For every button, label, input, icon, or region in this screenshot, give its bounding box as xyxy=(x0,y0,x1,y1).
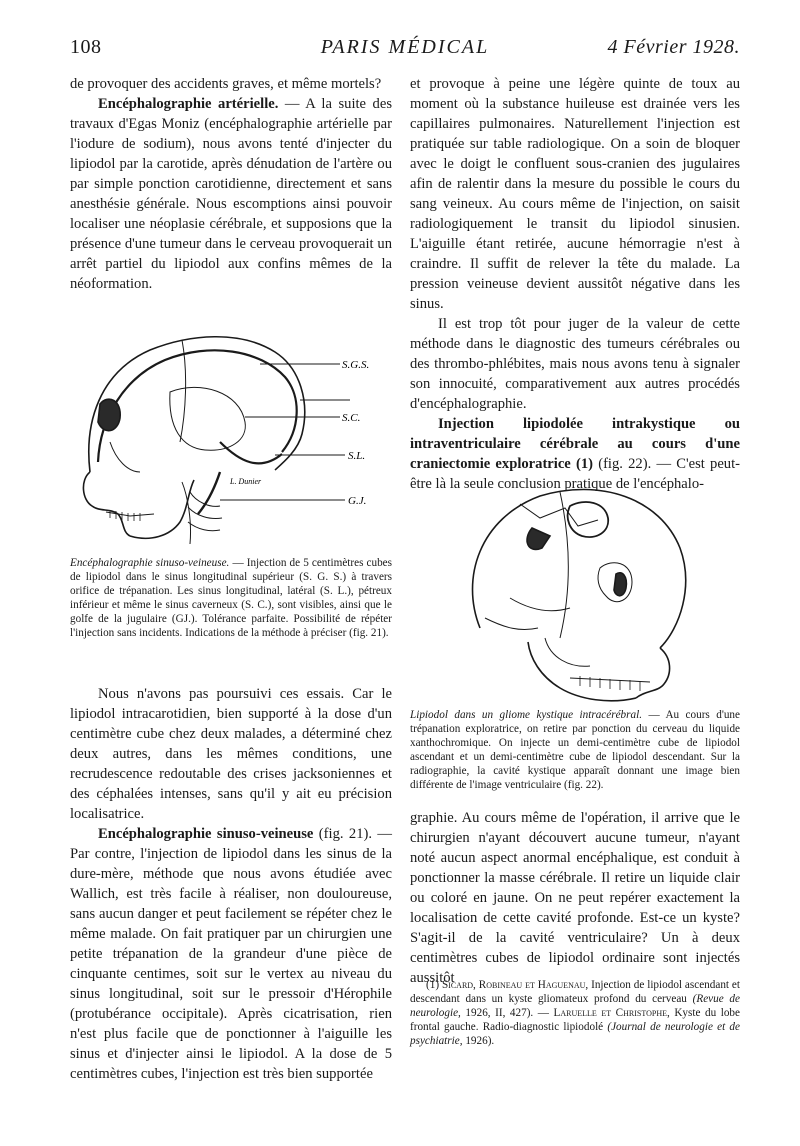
figure2-caption xyxy=(410,708,740,792)
section-heading: Encéphalographie sinuso-veineuse xyxy=(98,826,314,842)
paragraph: Nous n'avons pas poursuivi ces essais. Car le lipiodol intracarotidien, bien supporté à la dose d'un centimètre cube chez deux malades, a déterminé chez deux autres, dans les mêmes conditions, une recrudescence redoutable des crises jacksoniennes et des céphalées intenses, sans qu'il y ait eu précision localisatrice. xyxy=(70,686,392,822)
paragraph: graphie. Au cours même de l'opération, il arrive que le chirurgien n'ayant découvert aucune tumeur, n'ayant noté aucun aspect anormal encéphalique, est conduit à ponctionner la masse cérébrale. Il retire un liquide clair ou coloré en jaune. On ne peut repérer exactement la localisation de cette cavité profonde. Est-ce un kyste? S'agit-il de la cavité ventriculaire? Un à deux centimètres cubes de lipiodol ordinaire sont injectés aussitôt xyxy=(410,810,740,986)
paragraph: et provoque à peine une légère quinte de toux au moment où la substance huileuse est drainée vers les capillaires pulmonaires. Naturellement l'injection est pratiquée sur table radiologique. On a soin de bloquer avec le doigt le confluent sous-cranien des jugulaires afin de ralentir dans la mesure du possible le cours du sang veineux. Au cours même de l'injection, on saisit radiologiquement le transit du lipiodol sinusien. L'aiguille étant retirée, aucune hémorragie n'est à craindre. Il suffit de relever la tête du malade. La pression veineuse devient aussitôt négative dans les sinus. xyxy=(410,76,740,312)
footnote-text: Injection de lipiodol ascendant et descendant dans un kyste gliomateux profond du cerveau xyxy=(410,979,740,1005)
footnotes xyxy=(410,978,740,1048)
paragraph-body: — A la suite des travaux d'Egas Moniz (encéphalographie artérielle par l'iodure de sodium), nous avons tenté d'injecter du lipiodol par la carotide, après dénudation de l'artère ou par simple ponction carotidienne, directement et sans anesthésie générale. Nous escomptions ainsi pouvoir localiser une néoplasie cérébrale, et supposions que la présence d'une tumeur dans le cerveau provoquerait un arrêt partiel du lipiodol aux confins mêmes de la néoformation. xyxy=(70,96,392,292)
section-heading: Injection lipiodolée intrakystique ou intraventriculaire cérébrale au cours d'une craniectomie exploratrice (1) xyxy=(410,416,740,472)
running-head xyxy=(70,36,740,66)
figure-label: S.C. xyxy=(342,412,361,424)
footnote xyxy=(410,978,740,1048)
paragraph: Il est trop tôt pour juger de la valeur de cette méthode dans le diagnostic des tumeurs cérébrales ou des thrombo-phlébites, mais nous avons tenu à signaler son innocuité, comparativement aux autres procédés d'encéphalographie. xyxy=(410,316,740,412)
paragraph: de provoquer des accidents graves, et même mortels? xyxy=(70,76,382,92)
caption-body: — Au cours d'une trépanation exploratrice, on retire par ponction du cerveau du liquide xanthochromique. On injecte un demi-centimètre cube de lipiodol ascendant et un demi-centimètre cube de lipiodol descendant. Sur la radiographie, la cavité kystique apparaît donnant une image bien différente de l'image ventriculaire (fig. 22). xyxy=(410,709,740,791)
figure-label: S.L. xyxy=(348,450,366,462)
footnote-authors: (1) Sicard, Robineau et Haguenau, xyxy=(426,979,589,991)
paragraph xyxy=(70,94,392,294)
footnote-journal: (Revue de neurologie, xyxy=(410,993,740,1019)
figure-signature: L. Dunier xyxy=(230,477,262,486)
footnote-authors: Laruelle et Christophe, xyxy=(553,1007,670,1019)
right-column-top xyxy=(410,74,740,494)
footnote-ref: 1926). xyxy=(462,1035,495,1047)
figure-skull-lateral xyxy=(70,322,392,544)
journal-title: PARIS MÉDICAL xyxy=(320,36,490,58)
footnote-text: Kyste du lobe frontal gauche. Radio-diagnostic lipiodolé xyxy=(410,1007,740,1033)
right-column-bottom xyxy=(410,808,740,988)
figure-label: S.G.S. xyxy=(342,359,370,371)
caption-body: — Injection de 5 centimètres cubes de lipiodol dans le sinus longitudinal supérieur (S. G. S.) à travers orifice de trépanation. Les sinus longitudinal, latéral (S. L.), pétreux inférieur et même le sinus caverneux (S. C.), sont visibles, ainsi que le golfe de la jugulaire (GJ.). Tolérance parfaite. Possibilité de répéter l'injection sans incidents. Indications de la méthode à préciser (fig. 21). xyxy=(70,557,392,639)
paragraph-body: (fig. 21). — Par contre, l'injection de lipiodol dans les sinus de la dure-mère, méthode que nous avons étudiée avec Wallich, est très facile à réaliser, non douloureuse, sans aucun danger et peut facilement se répéter chez le même malade. On fait pratiquer par un chirurgien une petite trépanation de la grandeur d'une pièce de cinquante centimes, soit sur le vertex au niveau du sinus longitudinal, soit sur le pressoir d'Hérophile (protubérance occipitale). Après cicatrisation, rien n'est plus facile que de ponctionner à l'aiguille les sinus et d'injecter ainsi le lipiodol. A la dose de 5 centimètres cubes, l'injection est très bien supportée xyxy=(70,826,392,1082)
issue-date: 4 Février 1928. xyxy=(607,36,740,58)
left-column-bottom xyxy=(70,684,392,1084)
section-heading: Encéphalographie artérielle. xyxy=(98,96,279,112)
page-number: 108 xyxy=(70,36,102,58)
left-column-top xyxy=(70,74,392,294)
paragraph-body: (fig. 22). — C'est peut-être là la seule conclusion pratique de l'encéphalo- xyxy=(410,456,741,492)
figure-label: G.J. xyxy=(348,495,367,507)
footnote-ref: 1926, II, 427). — xyxy=(460,1007,554,1019)
caption-title: Lipiodol dans un gliome kystique intracérébral. xyxy=(410,709,642,721)
figure1-caption xyxy=(70,556,392,640)
footnote-journal: (Journal de neurologie et de psychiatrie, xyxy=(410,1021,740,1047)
paragraph xyxy=(70,824,392,1084)
figure-skull-oblique xyxy=(410,478,740,706)
caption-title: Encéphalographie sinuso-veineuse. xyxy=(70,557,230,569)
